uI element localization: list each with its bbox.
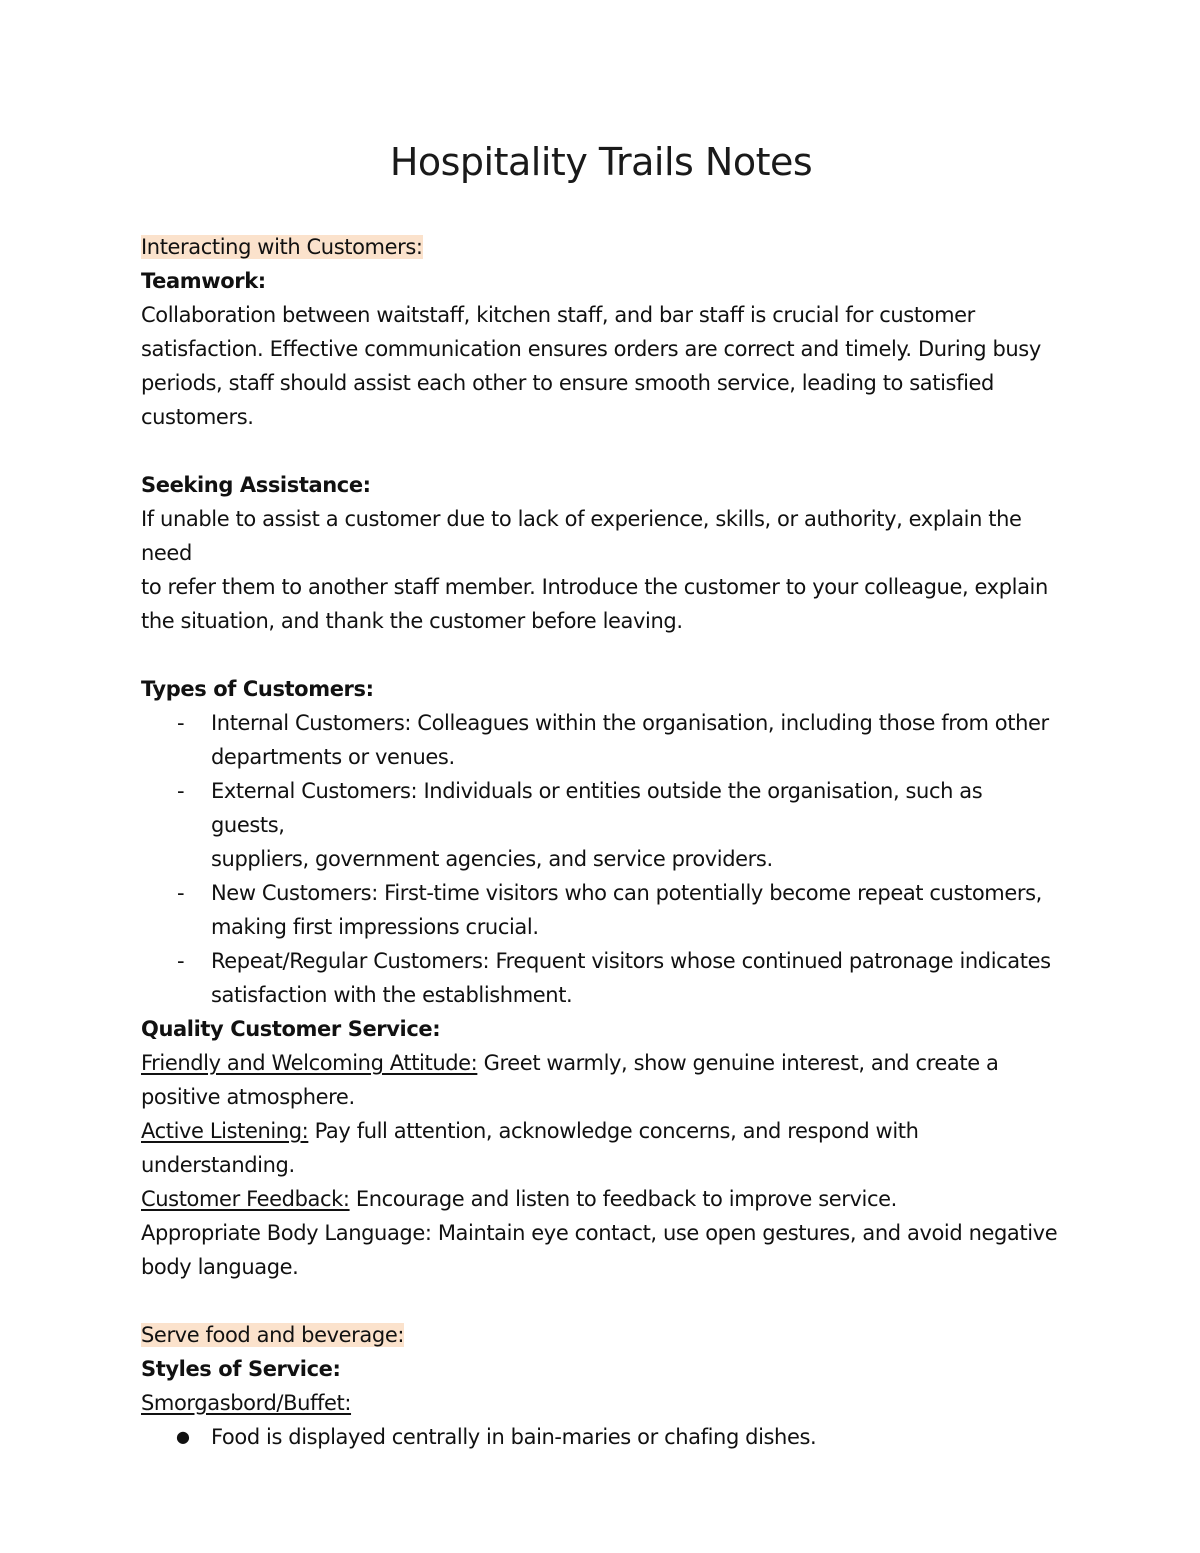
list-item-line-2: satisfaction with the establishment.	[211, 983, 573, 1007]
list-item	[141, 876, 1061, 944]
dash-bullet: -	[177, 779, 185, 803]
active-listening-text: Pay full attention, acknowledge concerns, and respond with	[308, 1119, 919, 1143]
dash-bullet: -	[177, 881, 185, 905]
spacer	[141, 1284, 1061, 1318]
spacer	[141, 638, 1061, 672]
list-item	[141, 774, 1061, 876]
document-title: Hospitality Trails Notes	[389, 140, 813, 184]
teamwork-line-1: Collaboration between waitstaff, kitchen staff, and bar staff is crucial for customer	[141, 303, 975, 327]
friendly-attitude-text: Greet warmly, show genuine interest, and create a	[477, 1051, 999, 1075]
buffet-list	[141, 1420, 1061, 1454]
teamwork-label: Teamwork:	[141, 269, 266, 293]
highlighted-heading: Serve food and beverage:	[141, 1323, 405, 1347]
smorgasbord-subheading	[141, 1386, 1061, 1420]
body-language-line-2: body language.	[141, 1255, 299, 1279]
list-item-line-2: making first impressions crucial.	[211, 915, 539, 939]
section-heading-serve	[141, 1318, 1061, 1352]
customer-feedback-line	[141, 1182, 1061, 1216]
customer-feedback-text: Encourage and listen to feedback to improve service.	[349, 1187, 897, 1211]
friendly-attitude-term: Friendly and Welcoming Attitude:	[141, 1051, 478, 1075]
seeking-line-3: the situation, and thank the customer before leaving.	[141, 609, 683, 633]
smorgasbord-term: Smorgasbord/Buffet:	[141, 1391, 352, 1415]
teamwork-line-4: customers.	[141, 405, 254, 429]
list-item-line-2: suppliers, government agencies, and service providers.	[211, 847, 773, 871]
list-item-line-1: External Customers: Individuals or entities outside the organisation, such as guests,	[211, 779, 983, 837]
list-item	[141, 944, 1061, 1012]
teamwork-line-3: periods, staff should assist each other to ensure smooth service, leading to satisfied	[141, 371, 994, 395]
list-item-line-1: Internal Customers: Colleagues within the organisation, including those from other	[211, 711, 1049, 735]
section-heading-interacting	[141, 230, 1061, 264]
styles-of-service-label: Styles of Service:	[141, 1357, 341, 1381]
customer-feedback-term: Customer Feedback:	[141, 1187, 350, 1211]
list-item-text: Food is displayed centrally in bain-maries or chafing dishes.	[211, 1425, 817, 1449]
body-language-line-1: Appropriate Body Language: Maintain eye contact, use open gestures, and avoid negative	[141, 1221, 1058, 1245]
customer-types-list	[141, 706, 1061, 1012]
seeking-line-2: to refer them to another staff member. Introduce the customer to your colleague, explain	[141, 575, 1048, 599]
highlighted-heading: Interacting with Customers:	[141, 235, 423, 259]
dash-bullet: -	[177, 949, 185, 973]
active-listening-line-2: understanding.	[141, 1153, 295, 1177]
active-listening-term: Active Listening:	[141, 1119, 309, 1143]
list-item-line-1: Repeat/Regular Customers: Frequent visitors whose continued patronage indicates	[211, 949, 1051, 973]
list-item-line-1: New Customers: First-time visitors who can potentially become repeat customers,	[211, 881, 1042, 905]
bullet-dot-icon: ●	[176, 1427, 190, 1446]
friendly-attitude-line-1	[141, 1046, 1061, 1080]
dash-bullet: -	[177, 711, 185, 735]
seeking-line-1: If unable to assist a customer due to lack of experience, skills, or authority, explain the need	[141, 507, 1022, 565]
types-of-customers-label: Types of Customers:	[141, 677, 374, 701]
spacer	[141, 434, 1061, 468]
active-listening-line-1	[141, 1114, 1061, 1148]
seeking-assistance-label: Seeking Assistance:	[141, 473, 371, 497]
document-page	[141, 140, 1061, 1454]
list-item-line-2: departments or venues.	[211, 745, 455, 769]
list-item	[141, 1420, 1061, 1454]
list-item	[141, 706, 1061, 774]
teamwork-line-2: satisfaction. Effective communication ensures orders are correct and timely. During busy	[141, 337, 1041, 361]
quality-service-label: Quality Customer Service:	[141, 1017, 441, 1041]
friendly-attitude-line-2: positive atmosphere.	[141, 1085, 355, 1109]
